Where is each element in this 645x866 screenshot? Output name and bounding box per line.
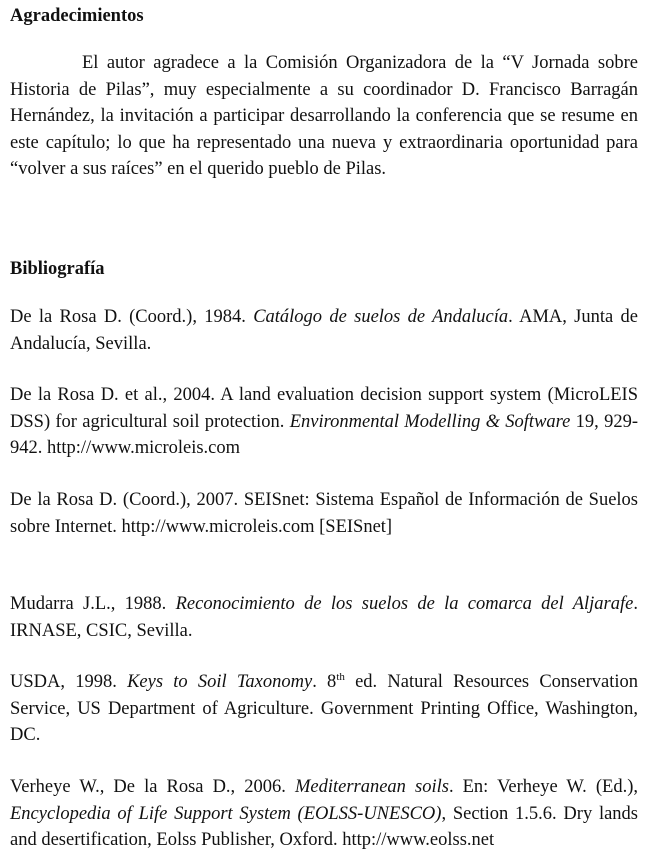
acknowledgements-heading: Agradecimientos <box>10 6 144 26</box>
edition-superscript: th <box>336 670 345 683</box>
reference-entry-5 <box>10 669 638 749</box>
reference-text: De la Rosa D. (Coord.), 1984. <box>10 307 254 327</box>
reference-title: Reconocimiento de los suelos de la comarca del Aljarafe <box>175 594 634 614</box>
reference-text: . 8 <box>312 672 337 692</box>
bibliography-heading: Bibliografía <box>10 259 105 279</box>
reference-title: Environmental Modelling & Software <box>289 411 571 432</box>
reference-title: Encyclopedia of Life Support System (EOLSS-UNESCO) <box>10 803 442 824</box>
reference-entry-6 <box>10 774 638 854</box>
reference-entry-1 <box>10 304 638 357</box>
reference-text: . IRNASE, CSIC, Sevilla. <box>10 594 638 641</box>
reference-entry-2 <box>10 382 638 462</box>
reference-text: USDA, 1998. <box>10 672 128 692</box>
acknowledgements-paragraph: El autor agradece a la Comisión Organizadora de la “V Jornada sobre Historia de Pilas”, muy especialmente a su coordinador D. Francisco Barragán Hernández, la invitación a participar desarrollando la conferencia que se resume en este capítulo; lo que ha representado una nueva y extraordinaria oportunidad para “volver a sus raíces” en el querido pueblo de Pilas. <box>10 53 638 180</box>
reference-title: Mediterranean soils <box>294 777 449 797</box>
reference-text: . AMA, Junta de Andalucía, Sevilla. <box>10 307 638 354</box>
reference-title: Keys to Soil Taxonomy <box>127 672 313 692</box>
reference-text: De la Rosa D. et al., 2004. A land evaluation decision support system (MicroLEIS DSS) for agricultural soil protection. <box>10 385 638 432</box>
reference-text: Mudarra J.L., 1988. <box>10 594 176 614</box>
reference-title: Catálogo de suelos de Andalucía <box>253 307 509 327</box>
reference-text: . En: Verheye W. (Ed.), <box>448 777 638 797</box>
reference-text: ed. Natural Resources Conservation Service, US Department of Agriculture. Government Printing Office, Washington, DC. <box>10 672 638 746</box>
reference-text: 19, 929-942. http://www.microleis.com <box>10 411 638 459</box>
reference-text: Verheye W., De la Rosa D., 2006. <box>10 777 295 797</box>
reference-text: , Section 1.5.6. Dry lands and desertification, Eolss Publisher, Oxford. http://www.eolss.net <box>10 803 638 851</box>
reference-entry-4 <box>10 591 638 644</box>
reference-entry-3: De la Rosa D. (Coord.), 2007. SEISnet: Sistema Español de Información de Suelos sobre Internet. http://www.microleis.com [SEISnet] <box>10 490 638 537</box>
